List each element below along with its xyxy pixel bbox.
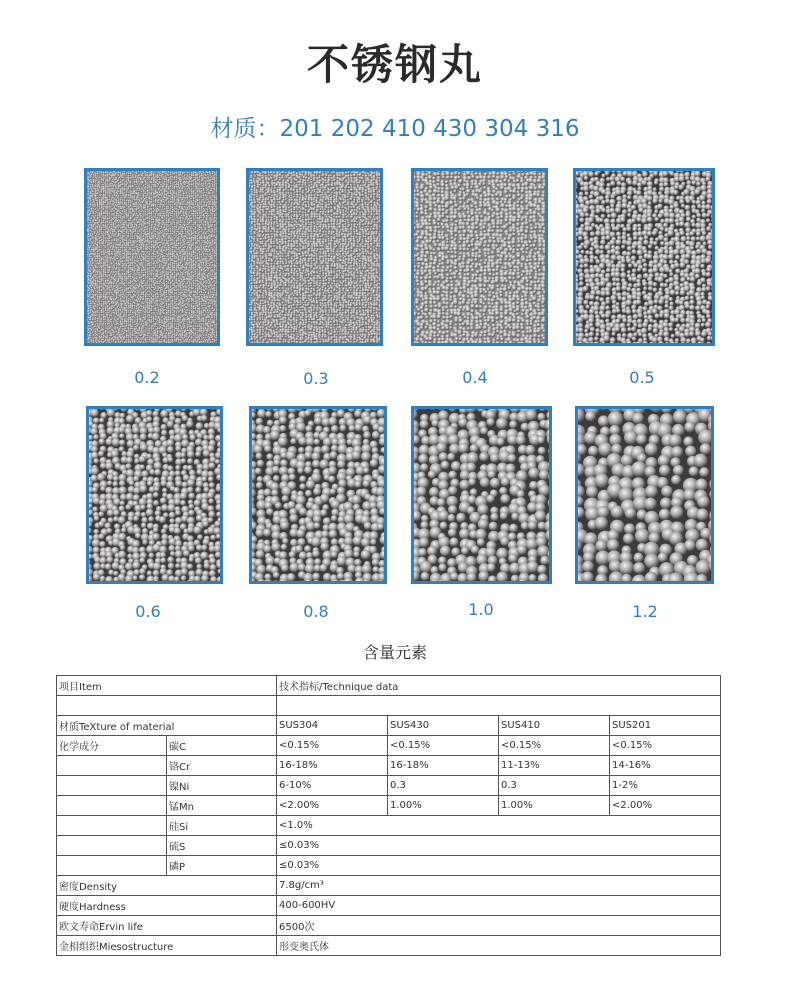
property-value: 形变奥氏体 bbox=[277, 936, 721, 956]
value-cell: 1.00% bbox=[499, 796, 610, 816]
shot-sample-image-0-6 bbox=[86, 406, 223, 584]
value-cell: 0.3 bbox=[388, 776, 499, 796]
element-name: 锰Mn bbox=[167, 796, 277, 816]
shot-sample-image-1-2 bbox=[575, 406, 714, 584]
grade-cell: SUS304 bbox=[277, 716, 388, 736]
value-cell: 16-18% bbox=[277, 756, 388, 776]
value-cell: 11-13% bbox=[499, 756, 610, 776]
property-value: 400-600HV bbox=[277, 896, 721, 916]
value-cell: ≤0.03% bbox=[277, 836, 721, 856]
table-row bbox=[57, 756, 721, 776]
shot-texture bbox=[89, 409, 220, 581]
table-row bbox=[57, 936, 721, 956]
shot-sample-image-0-5 bbox=[573, 168, 715, 346]
shot-texture bbox=[87, 171, 217, 343]
shot-texture bbox=[252, 409, 384, 581]
composition-table bbox=[56, 675, 721, 956]
table-row bbox=[57, 716, 721, 736]
empty-cell bbox=[57, 776, 167, 796]
element-name: 镍Ni bbox=[167, 776, 277, 796]
size-label-0-4: 0.4 bbox=[462, 368, 488, 387]
empty-cell bbox=[57, 756, 167, 776]
shot-sample-image-1-0 bbox=[411, 406, 552, 584]
texture-label: 材质TeXture of material bbox=[57, 716, 277, 736]
property-value: 7.8g/cm³ bbox=[277, 876, 721, 896]
shot-sample-image-0-3 bbox=[246, 168, 383, 346]
value-cell: 16-18% bbox=[388, 756, 499, 776]
shot-sample-image-0-8 bbox=[249, 406, 387, 584]
empty-cell bbox=[57, 816, 167, 836]
value-cell: <2.00% bbox=[277, 796, 388, 816]
element-name: 铬Cr bbox=[167, 756, 277, 776]
element-name: 磷P bbox=[167, 856, 277, 876]
property-label: 硬度Hardness bbox=[57, 896, 277, 916]
value-cell: ≤0.03% bbox=[277, 856, 721, 876]
table-row bbox=[57, 896, 721, 916]
property-label: 密度Density bbox=[57, 876, 277, 896]
table-row bbox=[57, 676, 721, 696]
value-cell: <0.15% bbox=[499, 736, 610, 756]
page-title: 不锈钢丸 bbox=[306, 40, 483, 89]
empty-cell bbox=[57, 696, 277, 716]
size-label-0-2: 0.2 bbox=[134, 368, 160, 387]
chem-label: 化学成分 bbox=[57, 736, 167, 756]
size-label-1-0: 1.0 bbox=[468, 600, 494, 619]
element-name: 硫S bbox=[167, 836, 277, 856]
property-label: 欧文寿命Ervin life bbox=[57, 916, 277, 936]
shot-sample-image-0-2 bbox=[84, 168, 220, 346]
material-subtitle: 材质：201 202 410 430 304 316 bbox=[210, 116, 580, 142]
table-row bbox=[57, 856, 721, 876]
grade-cell: SUS430 bbox=[388, 716, 499, 736]
item-header: 项目Item bbox=[57, 676, 277, 696]
section-title: 含量元素 bbox=[362, 643, 427, 662]
table-row bbox=[57, 796, 721, 816]
size-label-0-6: 0.6 bbox=[135, 602, 161, 621]
value-cell: <0.15% bbox=[610, 736, 721, 756]
empty-cell bbox=[57, 856, 167, 876]
value-cell: <0.15% bbox=[388, 736, 499, 756]
shot-texture bbox=[249, 171, 380, 343]
empty-cell bbox=[57, 796, 167, 816]
value-cell: 1.00% bbox=[388, 796, 499, 816]
shot-sample-image-0-4 bbox=[411, 168, 548, 346]
value-cell: 1-2% bbox=[610, 776, 721, 796]
value-cell: <0.15% bbox=[277, 736, 388, 756]
table-row bbox=[57, 816, 721, 836]
element-name: 硅Si bbox=[167, 816, 277, 836]
shot-texture bbox=[576, 171, 712, 343]
empty-cell bbox=[57, 836, 167, 856]
element-name: 碳C bbox=[167, 736, 277, 756]
tech-header: 技术指标/Technique data bbox=[277, 676, 721, 696]
table-row bbox=[57, 836, 721, 856]
value-cell: 14-16% bbox=[610, 756, 721, 776]
grade-cell: SUS410 bbox=[499, 716, 610, 736]
size-label-1-2: 1.2 bbox=[632, 602, 658, 621]
size-label-0-3: 0.3 bbox=[303, 369, 329, 388]
size-label-0-8: 0.8 bbox=[303, 602, 329, 621]
table-row bbox=[57, 696, 721, 716]
shot-texture bbox=[578, 409, 711, 581]
table-row bbox=[57, 736, 721, 756]
property-label: 金相组织Miesostructure bbox=[57, 936, 277, 956]
value-cell: 0.3 bbox=[499, 776, 610, 796]
shot-texture bbox=[414, 409, 549, 581]
size-label-0-5: 0.5 bbox=[629, 368, 655, 387]
grade-cell: SUS201 bbox=[610, 716, 721, 736]
value-cell: <1.0% bbox=[277, 816, 721, 836]
empty-cell bbox=[277, 696, 721, 716]
value-cell: <2.00% bbox=[610, 796, 721, 816]
property-value: 6500次 bbox=[277, 916, 721, 936]
shot-texture bbox=[414, 171, 545, 343]
table-row bbox=[57, 916, 721, 936]
table-row bbox=[57, 876, 721, 896]
table-row bbox=[57, 776, 721, 796]
value-cell: 6-10% bbox=[277, 776, 388, 796]
